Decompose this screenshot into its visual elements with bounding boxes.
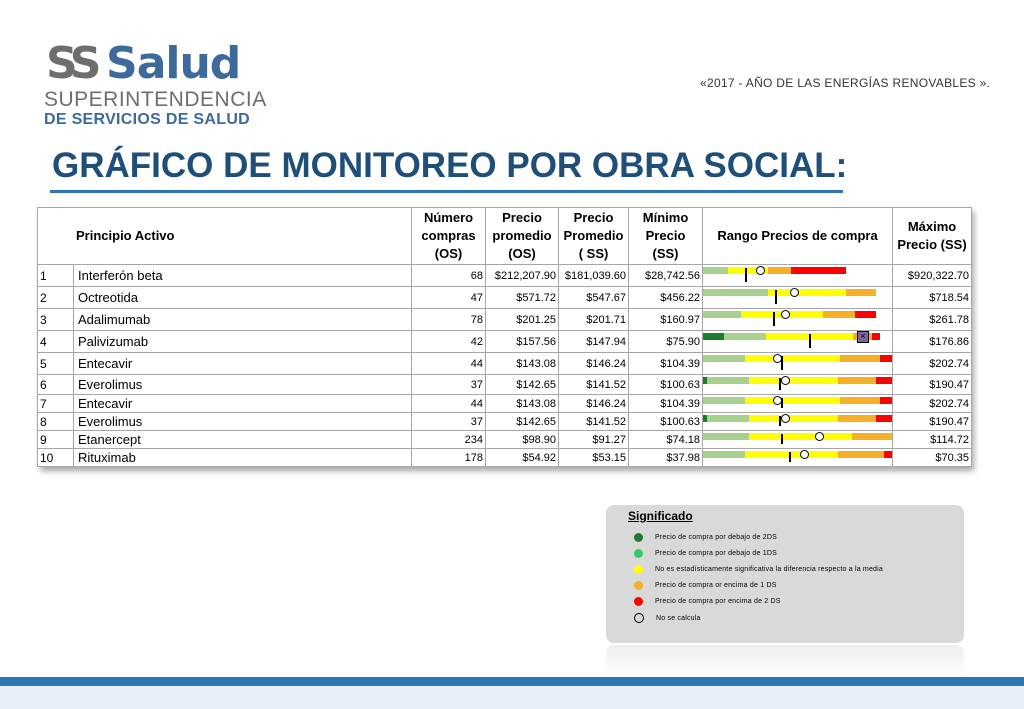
range-segment [703,311,741,318]
legend-item [634,597,781,606]
cell-index: 2 [38,287,74,309]
range-segment [703,355,745,362]
legend-color-dot [634,597,643,606]
cell-compras: 68 [412,265,486,287]
purchase-circle-marker [815,432,824,441]
range-segment [840,397,880,404]
range-segment [703,333,724,340]
cell-index: 8 [38,413,74,431]
range-bar [703,333,880,340]
range-segment [876,377,893,384]
cell-maximo: $70.35 [893,449,972,467]
table-row [38,265,972,287]
cell-index: 9 [38,431,74,449]
purchase-circle-marker [800,450,809,459]
cell-maximo: $920,322.70 [893,265,972,287]
cell-maximo: $114.72 [893,431,972,449]
table-row [38,413,972,431]
header-principio: Principio Activo [38,208,412,265]
average-marker [775,290,777,304]
legend-item [634,581,777,590]
cell-rango [703,331,893,353]
range-segment [749,433,852,440]
range-segment [791,267,846,274]
cell-maximo: $718.54 [893,287,972,309]
cell-compras: 37 [412,413,486,431]
range-bar [703,355,893,362]
table-row [38,431,972,449]
cell-principio: Rituximab [74,449,412,467]
legend-item-label: No se calcula [656,614,701,622]
average-marker [809,334,811,348]
average-marker [745,268,747,282]
cell-precio-os: $142.65 [486,413,559,431]
legend-color-dot [634,565,643,574]
cell-rango [703,431,893,449]
cell-precio-ss: $91.27 [559,431,629,449]
cell-minimo: $100.63 [629,375,703,395]
cell-maximo: $202.74 [893,395,972,413]
header-rango: Rango Precios de compra [703,208,893,265]
logo-ss: SS [46,38,96,89]
range-segment [749,415,838,422]
range-segment [872,333,880,340]
cell-rango [703,375,893,395]
cell-index: 5 [38,353,74,375]
cell-compras: 44 [412,395,486,413]
cell-precio-os: $54.92 [486,449,559,467]
table-header-row [38,208,972,265]
purchase-circle-marker [781,414,790,423]
legend-item-label: Precio de compra por debajo de 1DS [655,550,777,557]
footer-band [0,686,1024,709]
cell-maximo: $190.47 [893,375,972,395]
logo-salud: Salud [106,38,241,89]
range-segment [840,355,880,362]
cell-precio-os: $212,207.90 [486,265,559,287]
legend-item [634,613,701,623]
cell-rango [703,265,893,287]
title-underline [50,190,843,193]
range-segment [745,451,838,458]
table-row [38,449,972,467]
range-segment [749,377,838,384]
cell-minimo: $456.22 [629,287,703,309]
cell-rango [703,309,893,331]
cell-compras: 37 [412,375,486,395]
purchase-circle-marker [773,396,782,405]
ssalud-logo [42,38,267,130]
legend-item [634,533,777,542]
cell-index: 1 [38,265,74,287]
range-segment [745,355,840,362]
range-segment [823,311,855,318]
cell-compras: 47 [412,287,486,309]
range-segment [838,451,884,458]
cell-index: 10 [38,449,74,467]
cell-precio-os: $98.90 [486,431,559,449]
range-segment [703,267,728,274]
range-segment [703,433,749,440]
range-segment [852,433,893,440]
range-bar [703,451,892,458]
range-segment [880,397,893,404]
cell-compras: 44 [412,353,486,375]
range-segment [724,333,766,340]
table-row [38,395,972,413]
range-segment [703,397,745,404]
purchase-circle-marker [781,310,790,319]
cell-rango [703,413,893,431]
cell-precio-ss: $146.24 [559,395,629,413]
range-bar [703,415,893,422]
cell-precio-ss: $146.24 [559,353,629,375]
range-segment [855,311,876,318]
range-segment [768,289,846,296]
cell-minimo: $104.39 [629,353,703,375]
header-numero: Número compras (OS) [412,208,486,265]
header-precio-ss: Precio Promedio ( SS) [559,208,629,265]
legend-item-label: Precio de compra por debajo de 2DS [655,534,777,541]
table-row [38,375,972,395]
page-title: GRÁFICO DE MONITOREO POR OBRA SOCIAL: [52,146,848,185]
cell-maximo: $176.86 [893,331,972,353]
legend-item-label: No es estadísticamente significativa la diferencia respecto a la media [655,566,883,573]
cell-principio: Etanercept [74,431,412,449]
legend-color-dot [634,533,643,542]
range-segment [838,415,876,422]
cell-precio-ss: $181,039.60 [559,265,629,287]
table-row [38,353,972,375]
legend-item-label: Precio de compra por encima de 2 DS [655,598,781,605]
average-marker [789,452,791,462]
cell-principio: Palivizumab [74,331,412,353]
cell-precio-os: $201.25 [486,309,559,331]
purchase-circle-marker [756,266,765,275]
table-row [38,331,972,353]
average-marker [773,312,775,326]
cell-index: 7 [38,395,74,413]
cell-principio: Entecavir [74,395,412,413]
range-segment [884,451,892,458]
cell-maximo: $202.74 [893,353,972,375]
cell-principio: Interferón beta [74,265,412,287]
legend-panel [606,505,964,643]
cell-minimo: $37.98 [629,449,703,467]
cell-precio-os: $143.08 [486,353,559,375]
cell-compras: 78 [412,309,486,331]
cell-principio: Everolimus [74,413,412,431]
cell-rango [703,395,893,413]
cell-precio-ss: $53.15 [559,449,629,467]
cell-precio-os: $143.08 [486,395,559,413]
range-segment [768,267,791,274]
range-segment [703,289,768,296]
footer-bar [0,677,1024,686]
range-segment [838,377,876,384]
cell-minimo: $28,742.56 [629,265,703,287]
range-segment [707,415,749,422]
cell-index: 3 [38,309,74,331]
cell-compras: 178 [412,449,486,467]
purchase-circle-marker [781,376,790,385]
cell-maximo: $261.78 [893,309,972,331]
monitoring-table [37,207,971,467]
header-minimo: Mínimo Precio (SS) [629,208,703,265]
cell-minimo: $104.39 [629,395,703,413]
range-bar [703,397,893,404]
cell-index: 4 [38,331,74,353]
legend-empty-circle-icon [634,613,644,623]
legend-color-dot [634,549,643,558]
average-marker [781,434,783,444]
cell-minimo: $100.63 [629,413,703,431]
range-segment [876,415,893,422]
logo-line-2: DE SERVICIOS DE SALUD [44,111,251,128]
legend-reflection [606,645,964,677]
table-row [38,309,972,331]
cell-precio-os: $571.72 [486,287,559,309]
table-row [38,287,972,309]
cell-principio: Entecavir [74,353,412,375]
cell-compras: 42 [412,331,486,353]
header-precio-os: Precio promedio (OS) [486,208,559,265]
purchase-circle-marker [790,288,799,297]
header-maximo: Máximo Precio (SS) [893,208,972,265]
legend-color-dot [634,581,643,590]
purchase-x-marker: × [857,331,869,343]
range-bar [703,433,893,440]
cell-precio-ss: $147.94 [559,331,629,353]
logo-line-1: SUPERINTENDENCIA [44,88,267,111]
cell-rango [703,287,893,309]
purchase-circle-marker [773,354,782,363]
cell-precio-ss: $547.67 [559,287,629,309]
cell-index: 6 [38,375,74,395]
cell-minimo: $75.90 [629,331,703,353]
cell-compras: 234 [412,431,486,449]
cell-precio-ss: $141.52 [559,413,629,431]
cell-precio-os: $142.65 [486,375,559,395]
range-bar [703,267,846,274]
cell-principio: Octreotida [74,287,412,309]
legend-item-label: Precio de compra or encima de 1 DS [655,582,777,589]
legend-item [634,565,883,574]
range-segment [880,355,893,362]
cell-maximo: $190.47 [893,413,972,431]
cell-precio-os: $157.56 [486,331,559,353]
cell-principio: Adalimumab [74,309,412,331]
legend-item [634,549,777,558]
cell-rango [703,353,893,375]
cell-rango [703,449,893,467]
range-segment [707,377,749,384]
legend-title: Significado [628,509,693,523]
cell-minimo: $160.97 [629,309,703,331]
range-bar [703,377,893,384]
cell-principio: Everolimus [74,375,412,395]
cell-precio-ss: $141.52 [559,375,629,395]
cell-precio-ss: $201.71 [559,309,629,331]
motto: «2017 - AÑO DE LAS ENERGÍAS RENOVABLES ». [700,76,991,90]
range-segment [745,397,840,404]
range-segment [703,451,745,458]
range-segment [846,289,876,296]
cell-minimo: $74.18 [629,431,703,449]
